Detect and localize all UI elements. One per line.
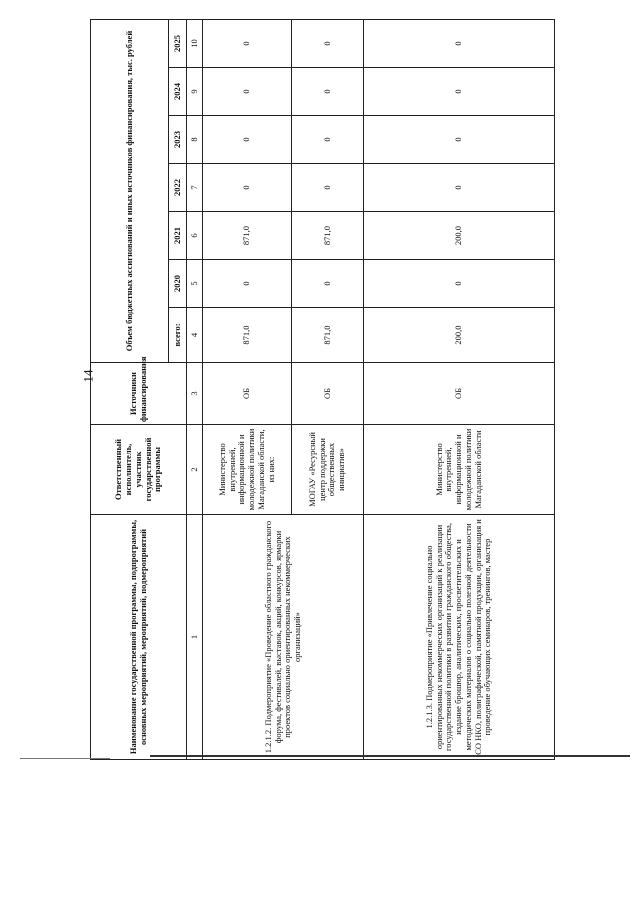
table-row bbox=[364, 19, 555, 759]
header-year: 2024 bbox=[169, 68, 187, 116]
row-value: 0 bbox=[364, 68, 555, 116]
row-name: 1.2.1.3. Подмероприятие «Привлечение социально ориентированных некоммерческих организаций к реализации государственной политики в развитии гражданского общества, издание брошюр, аналитических, просветительских и методических материалов о социально полезной деятельности СО НКО, полиграфической, памятной продукции, организация и проведение обучающих семинаров, тренингов, мастер bbox=[364, 515, 555, 760]
row-value: 871,0 bbox=[291, 212, 363, 260]
header-executor: Ответственный исполнитель, участник государственной программы bbox=[91, 425, 187, 515]
rotated-table-container bbox=[90, 20, 555, 760]
row-value: 0 bbox=[291, 164, 363, 212]
row-value: 0 bbox=[203, 68, 291, 116]
row-value: 200,0 bbox=[364, 212, 555, 260]
table-row bbox=[203, 19, 291, 759]
row-executor: Министерство внутренней, информационной и молодежной политики Магаданской области bbox=[364, 425, 555, 515]
row-value: 0 bbox=[203, 260, 291, 308]
row-value: 0 bbox=[364, 19, 555, 67]
row-value: 0 bbox=[291, 68, 363, 116]
scan-edge-line bbox=[20, 758, 110, 759]
col-number: 6 bbox=[187, 212, 203, 260]
row-source: ОБ bbox=[364, 363, 555, 425]
row-value: 871,0 bbox=[203, 212, 291, 260]
table-region bbox=[90, 20, 555, 760]
col-number: 9 bbox=[187, 68, 203, 116]
header-year: 2021 bbox=[169, 212, 187, 260]
header-volume: Объем бюджетных ассигнований и иных источников финансирования, тыс. рублей bbox=[91, 19, 169, 362]
header-total: всего: bbox=[169, 308, 187, 363]
financing-table bbox=[90, 19, 555, 760]
col-number: 8 bbox=[187, 116, 203, 164]
col-number: 10 bbox=[187, 19, 203, 67]
row-executor: МОГАУ «Ресурсный центр поддержки общественных инициатив» bbox=[291, 425, 363, 515]
header-year: 2020 bbox=[169, 260, 187, 308]
row-value: 200,0 bbox=[364, 308, 555, 363]
row-value: 0 bbox=[203, 19, 291, 67]
row-value: 0 bbox=[203, 116, 291, 164]
row-value: 0 bbox=[364, 116, 555, 164]
col-number: 5 bbox=[187, 260, 203, 308]
col-number: 7 bbox=[187, 164, 203, 212]
scan-edge-line bbox=[150, 755, 630, 757]
col-number: 3 bbox=[187, 363, 203, 425]
row-value: 871,0 bbox=[291, 308, 363, 363]
row-source: ОБ bbox=[291, 363, 363, 425]
header-year: 2023 bbox=[169, 116, 187, 164]
row-value: 0 bbox=[291, 116, 363, 164]
header-sources: Источники финансирования bbox=[91, 363, 187, 425]
row-value: 0 bbox=[203, 164, 291, 212]
row-value: 0 bbox=[364, 164, 555, 212]
row-value: 871,0 bbox=[203, 308, 291, 363]
row-name: 1.2.1.2. Подмероприятие «Проведение областного гражданского форума, фестивалей, выставок, акций, конкурсов, ярмарки проектов социально ориентированных некоммерческих организаций» bbox=[203, 515, 364, 760]
header-name: Наименование государственной программы, подпрограммы, основных мероприятий, мероприятий, подмероприятий bbox=[91, 515, 187, 760]
col-number: 2 bbox=[187, 425, 203, 515]
col-number: 1 bbox=[187, 515, 203, 760]
page-number: 14 bbox=[80, 369, 96, 383]
row-executor: Министерство внутренней, информационной и молодежной политики Магаданской области, из них: bbox=[203, 425, 291, 515]
header-year: 2025 bbox=[169, 19, 187, 67]
row-source: ОБ bbox=[203, 363, 291, 425]
col-number: 4 bbox=[187, 308, 203, 363]
row-value: 0 bbox=[364, 260, 555, 308]
row-value: 0 bbox=[291, 19, 363, 67]
header-year: 2022 bbox=[169, 164, 187, 212]
row-value: 0 bbox=[291, 260, 363, 308]
